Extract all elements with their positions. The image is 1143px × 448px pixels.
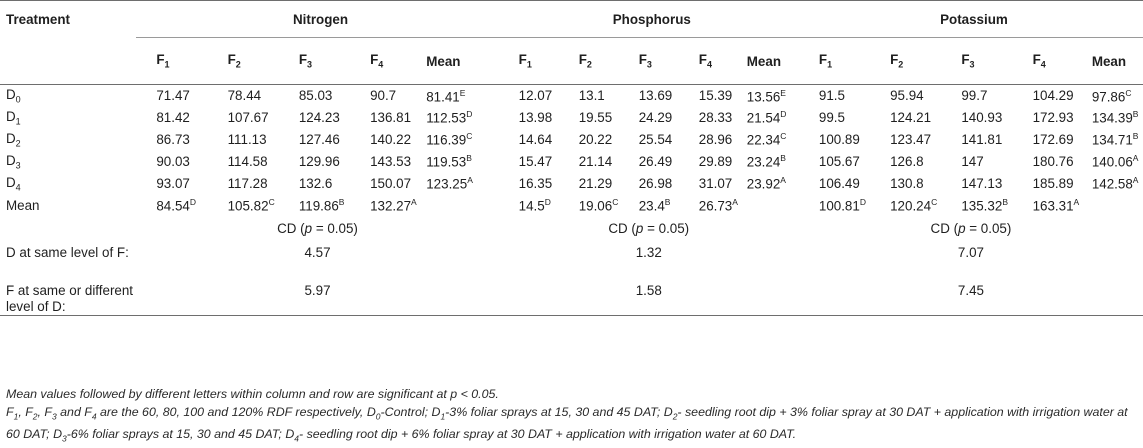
table-row bbox=[0, 151, 1143, 173]
col-header-potassium-mean: Mean bbox=[1084, 38, 1143, 85]
table-cell: $135.32^B$ bbox=[961, 197, 1008, 214]
col-header-phosphorus-f4: $F_4$ bbox=[679, 38, 739, 85]
row-label: Mean bbox=[6, 198, 40, 213]
table-cell: 105.67 bbox=[818, 154, 860, 169]
table-cell: 123.47 bbox=[890, 132, 932, 147]
table-cell: 90.7 bbox=[350, 85, 418, 107]
row-label: $D_0$ bbox=[0, 85, 136, 107]
table-cell: $23.24^B$ bbox=[746, 153, 786, 170]
table-cell: 81.42 bbox=[156, 110, 190, 125]
table-cell: $14.5^D$ bbox=[518, 197, 551, 214]
table-cell: $134.71^B$ bbox=[1091, 131, 1139, 148]
footnote-definitions: $F_1$, $F_2$, $F_3$ and $F_4$ are the 60, 80, 100 and 120% RDF respectively, $D_0$-Control; $D_1-3\%$ foliar sprays at 15, 30 and 45 DAT; $D_2-$ seedling root dip + 3% foliar spray at 30 DAT + application with irrigation water at 60 DAT; $D_3-6\%$ foliar sprays at 15, 30 and 45 DAT; $D_4-$ seedling root dip + 6% foliar spray at 30 DAT + application with irrigation water at 60 DAT. bbox=[6, 405, 1128, 444]
table-cell: $19.06^C$ bbox=[578, 197, 619, 214]
treatment-header: Treatment bbox=[0, 1, 136, 38]
table-cell: $22.34^C$ bbox=[746, 131, 787, 148]
col-header-nitrogen-f4: $F_4$ bbox=[350, 38, 418, 85]
table-cell: 15.39 bbox=[679, 85, 739, 107]
table-cell: $23.92^A$ bbox=[746, 175, 786, 192]
table-cell: 24.29 bbox=[638, 110, 673, 125]
row-label: $D_4$ bbox=[6, 174, 21, 193]
table-cell: $112.53^D$ bbox=[426, 109, 473, 126]
group-header-row bbox=[0, 1, 1143, 38]
phosphorus-header: Phosphorus bbox=[499, 1, 799, 38]
table-cell: 140.22 bbox=[370, 132, 412, 147]
table-cell: 12.07 bbox=[499, 85, 559, 107]
col-header-potassium-f1: $F_1$ bbox=[799, 38, 870, 85]
table-cell: 28.33 bbox=[698, 110, 733, 125]
table-cell: $119.86^B$ bbox=[298, 197, 345, 214]
cd-row bbox=[0, 240, 1143, 278]
table-cell: 172.93 bbox=[1032, 110, 1074, 125]
table-cell: $134.39^B$ bbox=[1091, 109, 1139, 126]
col-header-nitrogen-f1: $F_1$ bbox=[136, 38, 207, 85]
col-header-phosphorus-f1: $F_1$ bbox=[499, 38, 559, 85]
table-cell: 16.35 bbox=[518, 176, 553, 191]
table-cell: $119.53^B$ bbox=[426, 153, 472, 170]
table-cell: 124.21 bbox=[890, 110, 932, 125]
table-cell: 93.07 bbox=[156, 176, 190, 191]
col-header-phosphorus-f2: $F_2$ bbox=[559, 38, 619, 85]
cd-row bbox=[0, 278, 1143, 316]
table-cell: 129.96 bbox=[298, 154, 340, 169]
table-row bbox=[0, 173, 1143, 195]
table-cell: 126.8 bbox=[890, 154, 924, 169]
table-cell: 106.49 bbox=[818, 176, 860, 191]
table-cell: 31.07 bbox=[698, 176, 733, 191]
table-cell: $163.31^A$ bbox=[1032, 197, 1080, 214]
cd-value-nitrogen: 4.57 bbox=[304, 244, 331, 260]
row-label: $D_2$ bbox=[6, 130, 21, 149]
table-row bbox=[0, 129, 1143, 151]
col-header-potassium-f3: $F_3$ bbox=[941, 38, 1012, 85]
nitrogen-header: Nitrogen bbox=[136, 1, 498, 38]
table-cell: $26.73^A$ bbox=[698, 197, 738, 214]
table-cell: 185.89 bbox=[1032, 176, 1074, 191]
table-cell: $140.06^A$ bbox=[1091, 153, 1139, 170]
table-cell: 25.54 bbox=[638, 132, 673, 147]
table-cell: 147 bbox=[961, 154, 984, 169]
table-cell: 104.29 bbox=[1013, 85, 1084, 107]
table-cell: 180.76 bbox=[1032, 154, 1074, 169]
row-label: $D_1$ bbox=[6, 108, 21, 127]
table-cell: 26.49 bbox=[638, 154, 673, 169]
table-cell: 14.64 bbox=[518, 132, 553, 147]
table-cell: $142.58^A$ bbox=[1091, 175, 1139, 192]
table-cell: 85.03 bbox=[279, 85, 350, 107]
col-header-phosphorus-f3: $F_3$ bbox=[619, 38, 679, 85]
table-cell: 26.98 bbox=[638, 176, 673, 191]
col-header-nitrogen-mean: Mean bbox=[418, 38, 498, 85]
table-cell: 21.29 bbox=[578, 176, 613, 191]
table-cell: $97.86^C$ bbox=[1084, 85, 1143, 107]
table-cell: 78.44 bbox=[208, 85, 279, 107]
table-cell: 141.81 bbox=[961, 132, 1003, 147]
table-cell: 99.7 bbox=[941, 85, 1012, 107]
table-cell: $100.81^D$ bbox=[818, 197, 866, 214]
table-cell: 86.73 bbox=[156, 132, 190, 147]
table-cell: 172.69 bbox=[1032, 132, 1074, 147]
table-cell: $116.39^C$ bbox=[426, 131, 473, 148]
table-cell: 20.22 bbox=[578, 132, 613, 147]
table-cell: 117.28 bbox=[227, 176, 268, 191]
table-cell bbox=[739, 195, 799, 217]
cd-value-potassium: 7.45 bbox=[799, 278, 1143, 316]
table-cell: 136.81 bbox=[370, 110, 412, 125]
col-header-nitrogen-f3: $F_3$ bbox=[279, 38, 350, 85]
col-header-phosphorus-mean: Mean bbox=[739, 38, 799, 85]
footnote-significance: Mean values followed by different letters within column and row are significant at p < 0.05. bbox=[6, 387, 499, 401]
table-cell: $132.27^A$ bbox=[370, 197, 417, 214]
cd-row-label: F at same or different level of D: bbox=[0, 278, 136, 316]
sub-header-blank bbox=[0, 38, 136, 85]
table-cell: 132.6 bbox=[298, 176, 333, 191]
table-cell: 13.98 bbox=[518, 110, 553, 125]
cd-value-potassium: 7.07 bbox=[957, 244, 984, 260]
table-cell: $105.82^C$ bbox=[227, 197, 275, 214]
table-cell: $81.41^E$ bbox=[418, 85, 498, 107]
table-cell: 21.14 bbox=[578, 154, 613, 169]
table-cell: 130.8 bbox=[890, 176, 924, 191]
table-cell: 100.89 bbox=[818, 132, 860, 147]
cd-value-nitrogen: 5.97 bbox=[136, 278, 498, 316]
cd-value-phosphorus: 1.58 bbox=[499, 278, 799, 316]
col-header-potassium-f4: $F_4$ bbox=[1013, 38, 1084, 85]
table-cell: 29.89 bbox=[698, 154, 733, 169]
table-cell: 107.67 bbox=[227, 110, 269, 125]
cd-heading-row bbox=[0, 217, 1143, 240]
table-cell: $120.24^C$ bbox=[890, 197, 938, 214]
table-row bbox=[0, 195, 1143, 217]
table-cell: 71.47 bbox=[136, 85, 207, 107]
table-cell bbox=[1084, 195, 1143, 217]
col-header-potassium-f2: $F_2$ bbox=[870, 38, 941, 85]
table-cell: 91.5 bbox=[799, 85, 870, 107]
table-cell: $23.4^B$ bbox=[638, 197, 671, 214]
table-cell: 28.96 bbox=[698, 132, 733, 147]
table-cell: 13.69 bbox=[619, 85, 679, 107]
table-cell: $84.54^D$ bbox=[156, 197, 197, 214]
table-cell: 140.93 bbox=[961, 110, 1003, 125]
table-row bbox=[0, 107, 1143, 129]
table-cell: 15.47 bbox=[518, 154, 553, 169]
potassium-header: Potassium bbox=[799, 1, 1143, 38]
cd-heading-potassium: CD (p = 0.05) bbox=[930, 220, 1012, 236]
table-cell: 127.46 bbox=[298, 132, 340, 147]
table-cell: 13.1 bbox=[559, 85, 619, 107]
table-cell: $13.56^E$ bbox=[739, 85, 799, 107]
cd-value-phosphorus: 1.32 bbox=[635, 244, 662, 260]
row-label: $D_3$ bbox=[6, 152, 21, 171]
cd-heading-phosphorus: CD (p = 0.05) bbox=[608, 220, 690, 236]
table-cell: 143.53 bbox=[370, 154, 412, 169]
sub-header-row bbox=[0, 38, 1143, 85]
table-cell: 150.07 bbox=[370, 176, 412, 191]
col-header-nitrogen-f2: $F_2$ bbox=[208, 38, 279, 85]
table-cell: 147.13 bbox=[961, 176, 1003, 191]
table-cell: 111.13 bbox=[227, 132, 267, 147]
table-cell: 19.55 bbox=[578, 110, 613, 125]
table-row bbox=[0, 85, 1143, 107]
cd-row-label: D at same level of F: bbox=[6, 244, 129, 260]
table-cell: 114.58 bbox=[227, 154, 268, 169]
table-cell: 124.23 bbox=[298, 110, 340, 125]
table-footnotes bbox=[6, 385, 1142, 448]
cd-heading-nitrogen: CD (p = 0.05) bbox=[277, 220, 358, 236]
table-cell: $123.25^A$ bbox=[426, 175, 473, 192]
table-cell: 90.03 bbox=[156, 154, 190, 169]
table-cell: $21.54^D$ bbox=[746, 109, 787, 126]
table-cell: 99.5 bbox=[818, 110, 845, 125]
table-cell bbox=[418, 195, 498, 217]
table-cell: 95.94 bbox=[870, 85, 941, 107]
